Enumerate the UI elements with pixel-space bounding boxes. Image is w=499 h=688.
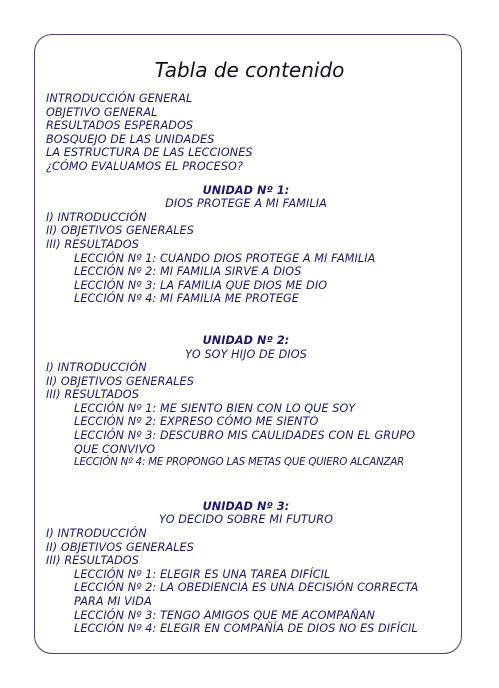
- toc-lesson: LECCIÓN Nº 1: ME SIENTO BIEN CON LO QUE SOY: [74, 401, 356, 415]
- toc-section: II) OBJETIVOS GENERALES: [46, 224, 194, 238]
- toc-lesson: LECCIÓN Nº 4: ELEGIR EN COMPAÑÍA DE DIOS NO ES DIFÍCIL: [74, 622, 418, 636]
- toc-lesson: LECCIÓN Nº 4: ME PROPONGO LAS METAS QUE QUIERO ALCANZAR: [74, 457, 404, 469]
- toc-intro-item: ¿CÓMO EVALUAMOS EL PROCESO?: [46, 159, 243, 173]
- toc-intro-item: LA ESTRUCTURA DE LAS LECCIONES: [46, 146, 253, 160]
- toc-lesson-continued: QUE CONVIVO: [74, 442, 156, 456]
- toc-lesson: LECCIÓN Nº 1: ELEGIR ES UNA TAREA DIFÍCIL: [74, 567, 331, 581]
- unit-heading: UNIDAD Nº 2:: [202, 333, 290, 347]
- unit-heading: UNIDAD Nº 1:: [202, 183, 290, 197]
- toc-lesson: LECCIÓN Nº 3: LA FAMILIA QUE DIOS ME DIO: [74, 278, 328, 292]
- unit-subtitle: DIOS PROTEGE A MI FAMILIA: [165, 197, 327, 211]
- toc-section: III) RESULTADOS: [46, 237, 139, 251]
- toc-section: II) OBJETIVOS GENERALES: [46, 374, 194, 388]
- toc-section: III) RESULTADOS: [46, 388, 139, 402]
- toc-intro-item: RESULTADOS ESPERADOS: [46, 119, 194, 133]
- toc-section: I) INTRODUCCIÓN: [46, 527, 147, 541]
- toc-lesson: LECCIÓN Nº 2: LA OBEDIENCIA ES UNA DECISIÓN CORRECTA: [74, 581, 419, 595]
- toc-intro-item: OBJETIVO GENERAL: [46, 105, 158, 119]
- toc-lesson-continued: PARA MI VIDA: [74, 595, 152, 608]
- toc-section: I) INTRODUCCIÓN: [46, 361, 147, 375]
- unit-subtitle: YO SOY HIJO DE DIOS: [185, 347, 307, 361]
- unit-heading: UNIDAD Nº 3:: [202, 499, 290, 513]
- toc-lesson: LECCIÓN Nº 3: DESCUBRO MIS CAULIDADES CON EL GRUPO: [74, 429, 416, 443]
- toc-intro-item: BOSQUEJO DE LAS UNIDADES: [46, 132, 215, 146]
- toc-intro-item: INTRODUCCIÓN GENERAL: [46, 92, 193, 105]
- toc-lesson: LECCIÓN Nº 2: EXPRESO CÓMO ME SIENTO: [74, 415, 319, 429]
- unit-subtitle: YO DECIDO SOBRE MI FUTURO: [159, 513, 333, 527]
- toc-section: I) INTRODUCCIÓN: [46, 210, 147, 224]
- table-of-contents: [46, 92, 446, 636]
- page-title: Tabla de contenido: [154, 58, 345, 82]
- toc-section: II) OBJETIVOS GENERALES: [46, 540, 194, 554]
- toc-section: III) RESULTADOS: [46, 554, 139, 568]
- toc-lesson: LECCIÓN Nº 2: MI FAMILIA SIRVE A DIOS: [74, 265, 302, 279]
- toc-lesson: LECCIÓN Nº 1: CUANDO DIOS PROTEGE A MI FAMILIA: [74, 251, 376, 265]
- toc-lesson: LECCIÓN Nº 3: TENGO AMIGOS QUE ME ACOMPAÑAN: [74, 608, 375, 622]
- toc-lesson: LECCIÓN Nº 4: MI FAMILIA ME PROTEGE: [74, 292, 299, 306]
